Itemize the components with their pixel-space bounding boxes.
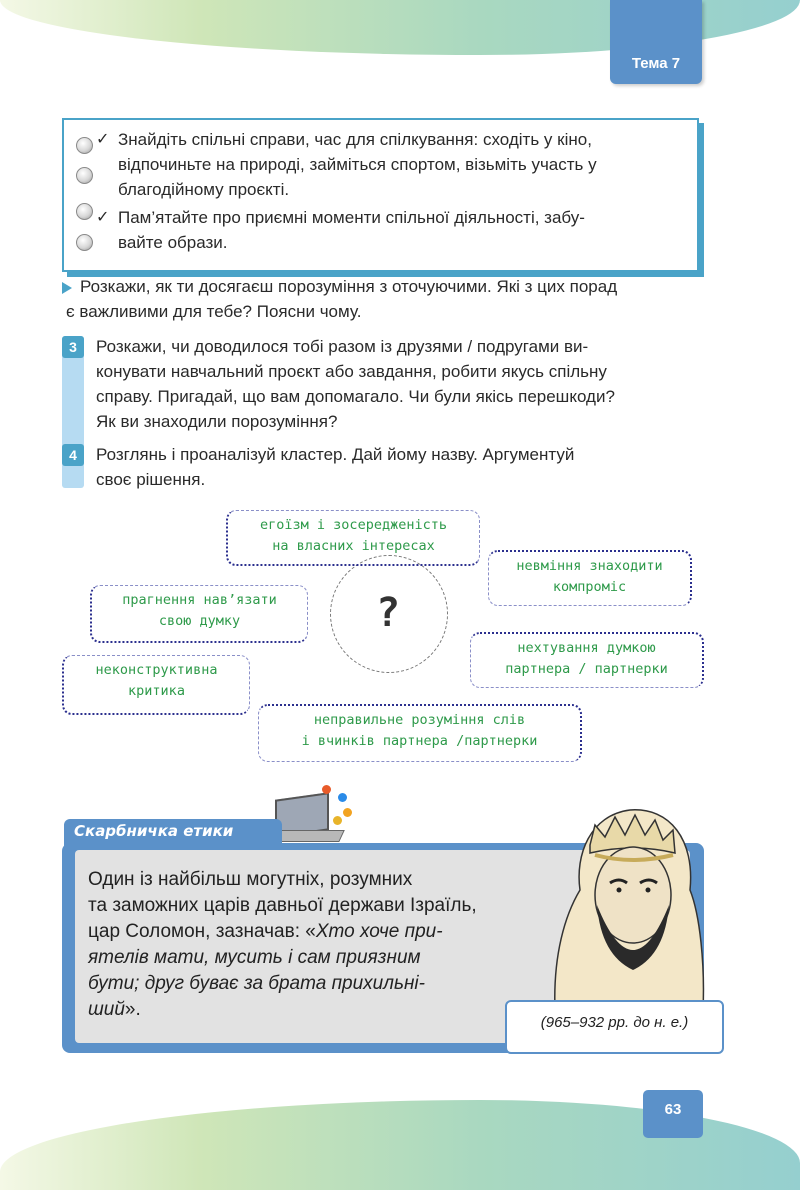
social-dot-icon [322, 785, 331, 794]
portrait-caption-box [505, 1000, 724, 1054]
question-mark: ? [375, 590, 401, 636]
ethics-title-tab [64, 819, 282, 849]
binder-ring-icon [76, 167, 93, 184]
binder-ring-icon [76, 137, 93, 154]
task-3-text: Розкажи, чи доводилося тобі разом із друзями / подругами ви- конувати навчальний проєкт або завдання, робити якусь спільну справу. Пригадай, що вам допомагало. Чи були якісь перешкоди? Як ви знаходили порозуміння? [96, 337, 615, 431]
bullet-arrow-icon [62, 282, 72, 294]
tip-item: ✓ Пам’ятайте про приємні моменти спільної діяльності, забу- вайте образи. [118, 205, 585, 255]
task-4-text: Розглянь і проаналізуй кластер. Дай йому назву. Аргументуй своє рішення. [96, 445, 575, 489]
solomon-quote: Один із найбільш могутніх, розумних та заможних царів давньої держави Ізраїль, цар Соломон, зазначав: «Хто хоче при- ятелів мати, мусить і сам приязним бути; друг буває за брата прихильні- ший». [88, 869, 477, 1020]
topic-tab [610, 0, 702, 84]
social-dot-icon [343, 808, 352, 817]
ethics-title: Скарбничка етики [74, 822, 234, 840]
cluster-bubble: невміння знаходити компроміс [488, 550, 692, 606]
task-number-badge: 3 [62, 336, 84, 458]
cluster-bubble: егоїзм і зосередженість на власних інтересах [226, 510, 480, 566]
social-dot-icon [333, 816, 342, 825]
check-icon: ✓ [96, 209, 110, 226]
task-number-badge: 4 [62, 444, 84, 488]
check-icon: ✓ [96, 131, 110, 148]
cluster-bubble: неправильне розуміння слів і вчинків партнера /партнерки [258, 704, 582, 762]
tip-item: ✓ Знайдіть спільні справи, час для спілкування: сходіть у кіно, відпочиньте на природі, займіться спортом, візьміть участь у благодійному проєкті. [118, 127, 597, 202]
king-solomon-portrait [535, 795, 705, 1010]
discussion-prompt: Розкажи, як ти досягаєш порозуміння з оточуючими. Які з цих порад є важливими для тебе? Поясни чому. [66, 277, 618, 321]
topic-label: Тема 7 [631, 55, 681, 72]
binder-ring-icon [76, 203, 93, 220]
reign-dates: (965–932 рр. до н. е.) [540, 1014, 689, 1031]
page-number: 63 [643, 1090, 703, 1138]
social-dot-icon [338, 793, 347, 802]
cluster-bubble: прагнення нав’язати свою думку [90, 585, 308, 643]
binder-ring-icon [76, 234, 93, 251]
cluster-bubble: неконструктивна критика [62, 655, 250, 715]
cluster-bubble: нехтування думкою партнера / партнерки [470, 632, 704, 688]
